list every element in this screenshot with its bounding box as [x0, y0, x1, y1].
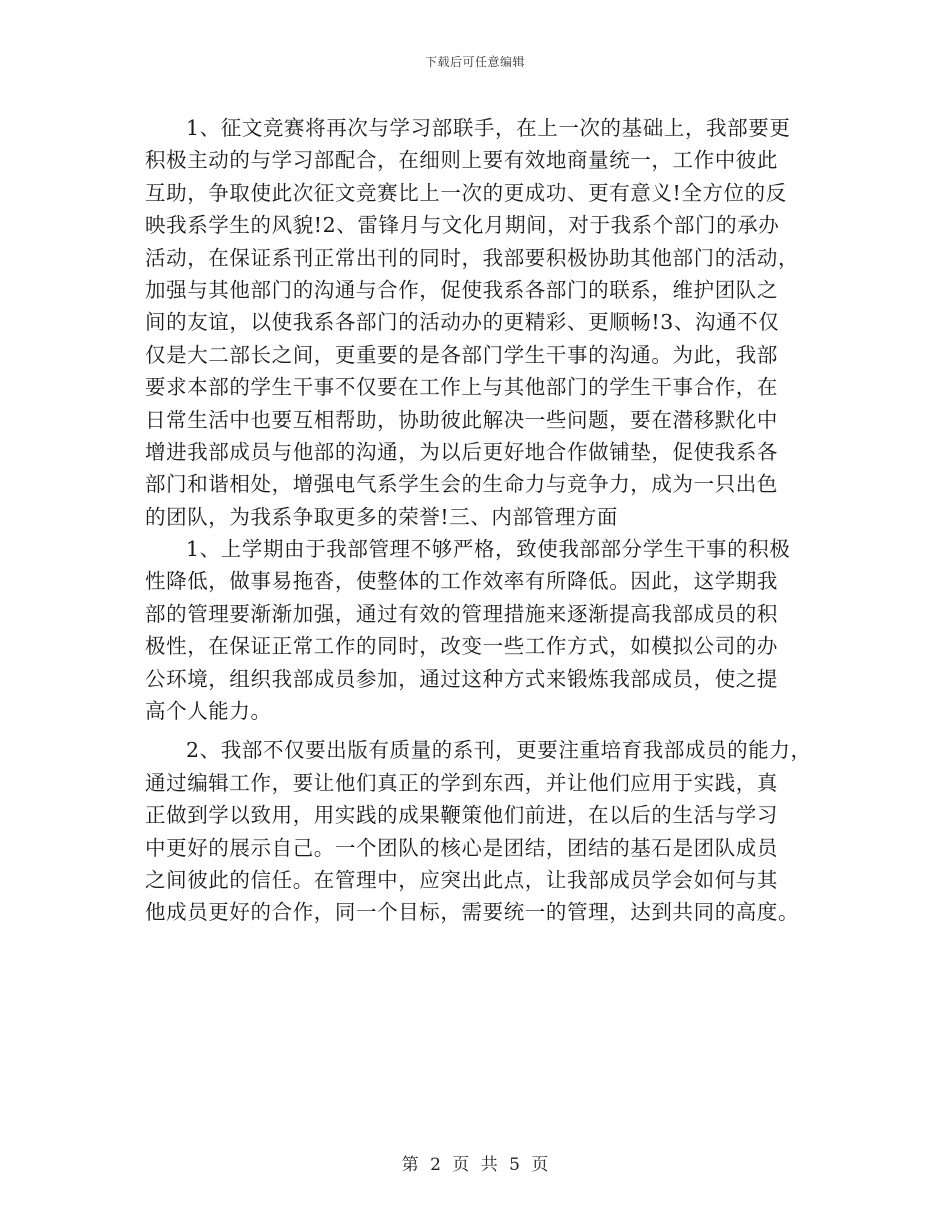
text-line: 公环境，组织我部成员参加，通过这种方式来锻炼我部成员，使之提 — [145, 666, 778, 691]
text-line: 通过编辑工作，要让他们真正的学到东西，并让他们应用于实践，真 — [145, 770, 778, 795]
text-line: 2、我部不仅要出版有质量的系刊，更要注重培育我部成员的能力， — [186, 738, 812, 763]
text-line: 活动，在保证系刊正常出刊的同时，我部要积极协助其他部门的活动， — [145, 245, 800, 270]
text-line: 极性，在保证正常工作的同时，改变一些工作方式，如模拟公司的办 — [145, 634, 778, 659]
text-line: 互助，争取使此次征文竞赛比上一次的更成功、更有意义!全方位的反 — [145, 180, 787, 205]
text-line: 中更好的展示自己。一个团队的核心是团结，团结的基石是团队成员 — [145, 835, 778, 860]
text-line: 之间彼此的信任。在管理中，应突出此点，让我部成员学会如何与其 — [145, 867, 778, 892]
text-line: 积极主动的与学习部配合，在细则上要有效地商量统一，工作中彼此 — [145, 148, 778, 173]
text-line: 性降低，做事易拖沓，使整体的工作效率有所降低。因此，这学期我 — [145, 569, 778, 594]
document-body — [145, 112, 810, 929]
text-line: 映我系学生的风貌!2、雷锋月与文化月期间，对于我系个部门的承办 — [145, 213, 780, 238]
text-line: 正做到学以致用，用实践的成果鞭策他们前进，在以后的生活与学习 — [145, 803, 778, 828]
text-line: 仅是大二部长之间，更重要的是各部门学生干事的沟通。为此，我部 — [145, 342, 778, 367]
page-footer: 第 2 页 共 5 页 — [401, 1155, 549, 1175]
page-header: 下载后可任意编辑 — [424, 55, 525, 69]
text-line: 部的管理要渐渐加强，通过有效的管理措施来逐渐提高我部成员的积 — [145, 601, 778, 626]
text-line: 间的友谊，以使我系各部门的活动办的更精彩、更顺畅!3、沟通不仅 — [145, 310, 780, 335]
text-line: 他成员更好的合作，同一个目标，需要统一的管理，达到共同的高度。 — [145, 900, 800, 925]
text-line: 日常生活中也要互相帮助，协助彼此解决一些问题，要在潜移默化中 — [145, 407, 778, 432]
text-line: 的团队，为我系争取更多的荣誉!三、内部管理方面 — [145, 504, 619, 529]
text-line: 加强与其他部门的沟通与合作，促使我系各部门的联系，维护团队之 — [145, 277, 778, 302]
text-line: 要求本部的学生干事不仅要在工作上与其他部门的学生干事合作，在 — [145, 375, 778, 400]
text-line: 1、征文竞赛将再次与学习部联手，在上一次的基础上，我部要更 — [186, 116, 791, 140]
text-line: 1、上学期由于我部管理不够严格，致使我部部分学生干事的积极 — [186, 537, 791, 562]
text-line: 部门和谐相处，增强电气系学生会的生命力与竞争力，成为一只出色 — [145, 472, 778, 497]
text-line: 增进我部成员与他部的沟通，为以后更好地合作做铺垫，促使我系各 — [145, 439, 778, 464]
text-line: 高个人能力。 — [145, 699, 272, 724]
